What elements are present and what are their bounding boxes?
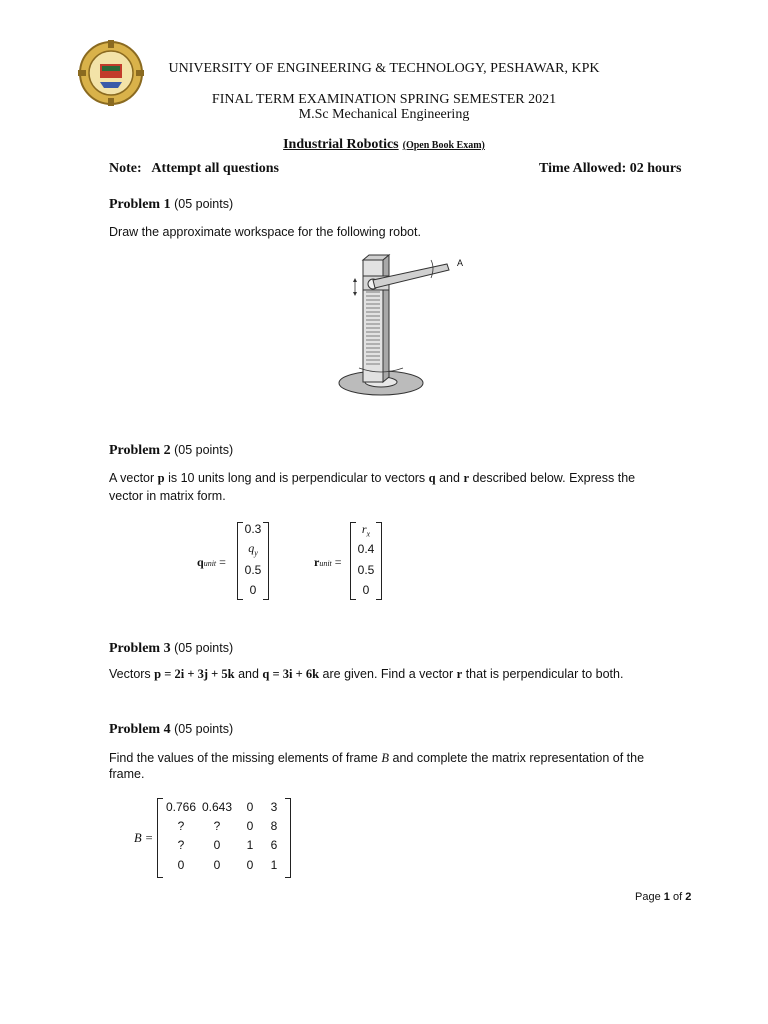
problem-points: (05 points) (174, 722, 234, 736)
problem-points: (05 points) (174, 197, 234, 211)
r-subscript: unit (319, 559, 332, 568)
course-title (0, 135, 768, 153)
text-part: and (439, 471, 460, 485)
university-name: UNIVERSITY OF ENGINEERING & TECHNOLOGY, PESHAWAR, KPK (168, 61, 600, 76)
matrix-cell: 0.4 (357, 542, 375, 556)
matrix-cell: 0.5 (244, 563, 262, 577)
matrix-cell: 0 (246, 800, 254, 814)
matrix-cell: 0 (362, 583, 370, 597)
problem-2-text-cont: vector in matrix form. (109, 489, 226, 503)
matrix-cell: 0 (246, 819, 254, 833)
matrix-cell: 1 (270, 858, 278, 872)
text-part: is 10 units long and is perpendicular to vectors (168, 471, 426, 485)
page-current: 1 (663, 891, 670, 903)
text-part: described below. Express the (472, 471, 636, 485)
problem-4-heading (109, 722, 233, 738)
q-unit-label (197, 555, 226, 570)
matrix-cell: 0 (249, 583, 257, 597)
matrix-cell: $r_x$ (361, 522, 371, 539)
vector-q: q (428, 471, 436, 485)
equals-sign: = (334, 555, 342, 569)
problem-title: Problem 1 (109, 197, 171, 212)
frame-symbol: B (381, 751, 390, 765)
problem-1-text: Draw the approximate workspace for the following robot. (109, 225, 421, 239)
note-label: Note: (109, 161, 142, 176)
problem-3-heading (109, 641, 233, 657)
matrix-cell: 0.766 (165, 800, 197, 814)
text-part: and complete the matrix representation of the (392, 751, 645, 765)
text-part: Find the values of the missing elements of frame (109, 751, 378, 765)
r-unit-label (314, 555, 342, 570)
figure-label-a: A (457, 258, 464, 268)
matrix-cell: $q_y$ (248, 541, 258, 558)
matrix-cell: 0 (213, 858, 221, 872)
exam-title: FINAL TERM EXAMINATION SPRING SEMESTER 2021 (211, 92, 557, 107)
vector-p-expression: p = 2i + 3j + 5k (154, 667, 235, 681)
time-value: 02 hours (629, 161, 682, 176)
time-label: Time Allowed: (539, 161, 627, 176)
vector-p: p (157, 471, 165, 485)
problem-points: (05 points) (174, 443, 234, 457)
page-total: 2 (685, 891, 692, 903)
matrix-cell: 8 (270, 819, 278, 833)
problem-title: Problem 3 (109, 641, 171, 656)
matrix-cell: 6 (270, 838, 278, 852)
matrix-cell: 3 (270, 800, 278, 814)
text-part: are given. Find a vector (322, 667, 454, 681)
robot-figure (335, 252, 475, 400)
r-vector-matrix (350, 522, 382, 600)
problem-title: Problem 4 (109, 722, 171, 737)
problem-2-heading (109, 443, 233, 459)
note-text: Attempt all questions (151, 161, 279, 176)
matrix-cell: ? (177, 819, 185, 833)
problem-4-text-cont: frame. (109, 767, 145, 781)
note (109, 161, 279, 177)
vector-q-expression: q = 3i + 6k (262, 667, 320, 681)
problem-4-text (109, 751, 693, 766)
text-part: A vector (109, 471, 155, 485)
matrix-cell: 0.3 (244, 522, 262, 536)
vector-r: r (456, 667, 463, 681)
time-allowed (539, 161, 681, 177)
matrix-cell: ? (213, 819, 221, 833)
matrix-b-label: B = (134, 831, 154, 845)
page-number (635, 891, 691, 903)
matrix-cell: 0 (213, 838, 221, 852)
matrix-cell: 0 (177, 858, 185, 872)
course-note: (Open Book Exam) (402, 140, 485, 151)
q-subscript: unit (203, 559, 217, 568)
r-symbol: r (314, 555, 320, 569)
q-vector-matrix (237, 522, 269, 600)
matrix-cell: ? (177, 838, 185, 852)
problem-1-heading (109, 197, 233, 213)
page-of: of (672, 891, 683, 903)
matrix-cell: 0.643 (201, 800, 233, 814)
vector-r: r (463, 471, 470, 485)
matrix-b (157, 798, 291, 878)
text-part: and (238, 667, 259, 681)
matrix-cell: 1 (246, 838, 254, 852)
course-name: Industrial Robotics (283, 137, 399, 152)
text-part: Vectors (109, 667, 151, 681)
problem-title: Problem 2 (109, 443, 171, 458)
page-label: Page (635, 891, 661, 903)
matrix-cell: 0 (246, 858, 254, 872)
q-symbol: q (197, 555, 204, 569)
program-name: M.Sc Mechanical Engineering (298, 107, 470, 122)
problem-2-text (109, 471, 693, 486)
text-part: that is perpendicular to both. (465, 667, 624, 681)
problem-3-text (109, 667, 623, 682)
problem-points: (05 points) (174, 641, 234, 655)
matrix-cell: 0.5 (357, 563, 375, 577)
equals-sign: = (219, 555, 226, 569)
